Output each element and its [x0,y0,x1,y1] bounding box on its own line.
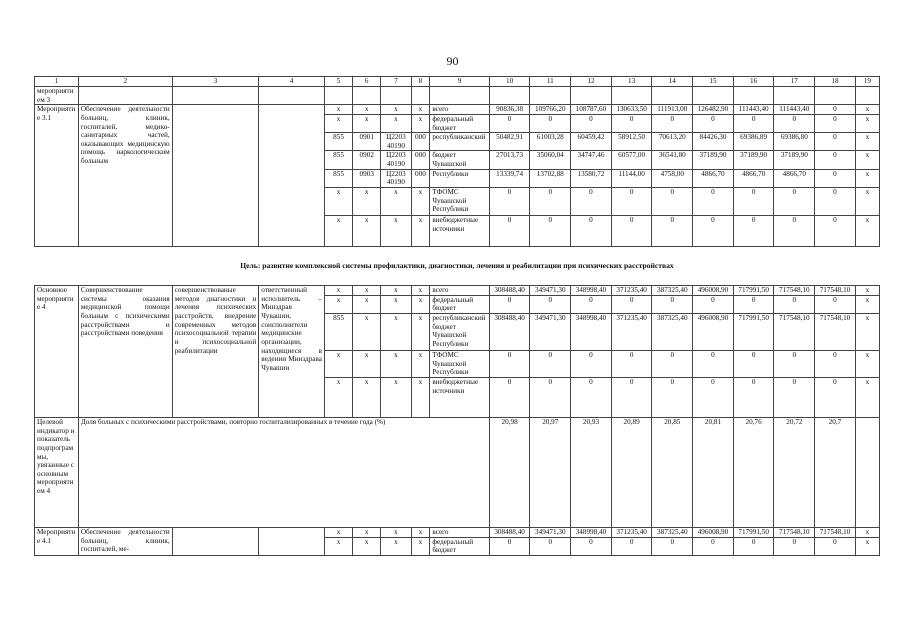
table-row [35,286,880,296]
funding-source: федеральный бюджет [430,114,489,132]
amount-cell: 0 [774,377,815,417]
amount-cell: 0 [652,216,693,247]
code-cell: x [411,114,430,132]
column-number: 10 [489,77,530,87]
amount-cell: 0 [611,295,652,313]
code-cell: x [353,286,381,296]
amount-cell: 371235,40 [611,313,652,350]
code-cell: x [411,286,430,296]
amount-cell: x [855,313,879,350]
code-cell: x [411,350,430,377]
amount-cell: 348998,40 [571,313,612,350]
column-number: 7 [381,77,411,87]
amount-cell: 0 [774,188,815,216]
indicator-value: 20,76 [733,417,774,527]
column-number: 9 [430,77,489,87]
code-cell: x [353,188,381,216]
amount-cell: x [855,169,879,187]
carry-over-row [35,87,880,105]
amount-cell: 0 [815,133,856,151]
funding-source: бюджет Чувашской [430,151,489,169]
amount-cell: 60459,42 [571,133,612,151]
code-cell: x [324,350,352,377]
code-cell: x [324,527,352,537]
amount-cell: 717991,50 [733,313,774,350]
amount-cell: x [855,286,879,296]
code-cell: Ц2203 40190 [381,169,411,187]
amount-cell: 0 [489,377,530,417]
amount-cell: 13339,74 [489,169,530,187]
amount-cell: 0 [489,295,530,313]
column-number: 15 [693,77,734,87]
amount-cell: 0 [693,350,734,377]
code-cell: x [411,216,430,247]
code-cell: x [353,295,381,313]
code-cell: 855 [324,133,352,151]
code-cell: x [411,537,430,555]
column-number: 1 [35,77,79,87]
funding-source: ТФОМС Чувашской Республики [430,188,489,216]
code-cell: x [353,313,381,350]
amount-cell: x [855,216,879,247]
amount-cell: x [855,350,879,377]
code-cell: x [324,188,352,216]
code-cell: x [324,105,352,115]
amount-cell: 0 [652,188,693,216]
column-number-row [35,77,880,87]
amount-cell: x [855,377,879,417]
column-number: 8 [411,77,430,87]
indicator-value: 20,98 [489,417,530,527]
code-cell: x [353,527,381,537]
amount-cell: 717991,50 [733,527,774,537]
program-table [34,76,880,556]
column-number: 11 [530,77,571,87]
amount-cell: 0 [693,216,734,247]
indicator-value: 20,81 [693,417,734,527]
funding-source: внебюджетные источники [430,377,489,417]
amount-cell: 0 [815,216,856,247]
amount-cell: 0 [489,350,530,377]
amount-cell: 0 [774,114,815,132]
amount-cell: 717548,10 [815,313,856,350]
code-cell: x [353,377,381,417]
amount-cell: 27013,73 [489,151,530,169]
column-number: 16 [733,77,774,87]
amount-cell: 0 [815,537,856,555]
amount-cell: 0 [530,295,571,313]
amount-cell: 90836,38 [489,105,530,115]
amount-cell: x [855,114,879,132]
code-cell: x [324,377,352,417]
amount-cell: x [855,151,879,169]
code-cell: x [381,188,411,216]
amount-cell: 0 [530,114,571,132]
amount-cell: 0 [733,537,774,555]
code-cell: 0902 [353,151,381,169]
amount-cell: 130633,50 [611,105,652,115]
amount-cell: 0 [611,114,652,132]
code-cell: x [381,286,411,296]
amount-cell: 0 [489,114,530,132]
amount-cell: 0 [774,350,815,377]
carry-over-label: мероприятием 3 [35,87,79,105]
goal-heading: Цель: развитие комплексной системы профилактики, диагностики, лечения и реабилитации при психических расстройствах [240,261,674,271]
funding-source: федеральный бюджет [430,295,489,313]
indicator-value: 20,93 [571,417,612,527]
amount-cell: 37189,90 [774,151,815,169]
amount-cell: 717548,10 [774,527,815,537]
amount-cell: 0 [489,537,530,555]
amount-cell: 4866,70 [693,169,734,187]
amount-cell: x [855,188,879,216]
amount-cell: x [855,537,879,555]
amount-cell: 0 [693,188,734,216]
measure-description: Совершенствование системы оказания медицинской помощи больным с психическими расстройствами и расстройствами поведения [78,286,172,418]
amount-cell: 717548,10 [815,527,856,537]
code-cell: x [324,114,352,132]
funding-source: всего [430,527,489,537]
amount-cell: 348998,40 [571,286,612,296]
amount-cell: 0 [815,377,856,417]
code-cell: x [411,295,430,313]
amount-cell: 0 [733,295,774,313]
amount-cell: 0 [571,188,612,216]
amount-cell: 0 [815,105,856,115]
amount-cell: 0 [774,537,815,555]
amount-cell: 0 [530,188,571,216]
measure-label: Мероприятие 3.1 [35,105,79,247]
column-number: 3 [172,77,259,87]
amount-cell: 0 [693,114,734,132]
code-cell: 000 [411,169,430,187]
amount-cell: 496008,90 [693,527,734,537]
amount-cell: x [855,105,879,115]
amount-cell: 0 [530,350,571,377]
amount-cell: 717991,50 [733,286,774,296]
amount-cell: 349471,30 [530,313,571,350]
amount-cell: 0 [530,216,571,247]
amount-cell: 0 [611,188,652,216]
funding-source: республиканский [430,133,489,151]
amount-cell: 0 [611,537,652,555]
expected-results: совершенствованые методов диагностики и лечения психических расстройств, внедрение современных методов психосоциальной терапии и психосоциальной реабилитации [172,286,259,418]
code-cell: x [411,188,430,216]
code-cell: x [324,216,352,247]
amount-cell: 4758,00 [652,169,693,187]
amount-cell: 371235,40 [611,527,652,537]
amount-cell: 0 [652,537,693,555]
amount-cell: 37189,90 [733,151,774,169]
amount-cell: 60577,00 [611,151,652,169]
amount-cell: 0 [733,377,774,417]
funding-source: республиканский бюджет Чувашской Республики [430,313,489,350]
code-cell: 855 [324,151,352,169]
funding-source: Республики [430,169,489,187]
measure-description: Обеспечение деятельности больниц, клиник, госпиталей, медико-санитарных частей, оказывающих медицинскую помощь наркологическим больным [78,105,172,247]
amount-cell: 348998,40 [571,527,612,537]
amount-cell: 0 [815,188,856,216]
code-cell: 855 [324,169,352,187]
amount-cell: 0 [733,350,774,377]
amount-cell: 70613,20 [652,133,693,151]
amount-cell: 0 [530,537,571,555]
code-cell: x [381,295,411,313]
code-cell: x [353,114,381,132]
amount-cell: 0 [611,350,652,377]
measure-empty-cell [259,527,325,555]
amount-cell: 0 [571,377,612,417]
amount-cell: 69386,80 [774,133,815,151]
table-row [35,105,880,115]
code-cell: x [381,527,411,537]
code-cell: x [324,286,352,296]
code-cell: x [381,377,411,417]
amount-cell: 37189,90 [693,151,734,169]
amount-cell: 0 [693,537,734,555]
column-number: 5 [324,77,352,87]
amount-cell: 36541,80 [652,151,693,169]
amount-cell: 84426,30 [693,133,734,151]
measure-empty-cell [259,105,325,247]
amount-cell: 0 [815,169,856,187]
code-cell: x [381,313,411,350]
amount-cell: 0 [571,114,612,132]
column-number: 18 [815,77,856,87]
indicator-value: 20,7 [815,417,856,527]
amount-cell: 4866,70 [733,169,774,187]
funding-source: внебюджетные источники [430,216,489,247]
amount-cell: 111443,40 [774,105,815,115]
amount-cell: 387325,40 [652,286,693,296]
amount-cell: 0 [693,377,734,417]
column-number: 14 [652,77,693,87]
code-cell: x [324,537,352,555]
code-cell: x [411,527,430,537]
amount-cell: 0 [733,216,774,247]
amount-cell: 126482,90 [693,105,734,115]
code-cell: Ц2203 40190 [381,151,411,169]
code-cell: x [353,105,381,115]
funding-source: ТФОМС Чувашской Республики [430,350,489,377]
code-cell: 0901 [353,133,381,151]
amount-cell: 308488,40 [489,527,530,537]
indicator-description: Доля больных с психическими расстройствами, повторно госпитализированных в течение года (%) [78,417,489,527]
amount-cell: 387325,40 [652,313,693,350]
indicator-value: 20,72 [774,417,815,527]
amount-cell: 717548,10 [815,286,856,296]
amount-cell: 308488,40 [489,313,530,350]
amount-cell: 0 [571,350,612,377]
funding-source: всего [430,105,489,115]
amount-cell: 387325,40 [652,527,693,537]
table-row [35,527,880,537]
code-cell: x [353,537,381,555]
amount-cell: 0 [489,216,530,247]
measure-empty-cell [172,527,259,555]
column-number: 17 [774,77,815,87]
amount-cell: 13702,88 [530,169,571,187]
amount-cell: 111443,40 [733,105,774,115]
page-number: 90 [446,54,459,68]
code-cell: x [381,105,411,115]
funding-source: федеральный бюджет [430,537,489,555]
amount-cell: 58912,50 [611,133,652,151]
amount-cell: 496008,90 [693,313,734,350]
amount-cell: 349471,30 [530,527,571,537]
amount-cell: 109766,20 [530,105,571,115]
amount-cell: 371235,40 [611,286,652,296]
code-cell: x [353,216,381,247]
amount-cell: 0 [652,295,693,313]
amount-cell: 35060,04 [530,151,571,169]
column-number: 12 [571,77,612,87]
amount-cell: 0 [733,188,774,216]
measure-empty-cell [172,105,259,247]
indicator-label: Целевой индикатор и показатель подпрограммы, увязанные с основным мероприятием 4 [35,417,79,527]
amount-cell: 0 [530,377,571,417]
amount-cell: 0 [815,114,856,132]
amount-cell: 61003,28 [530,133,571,151]
measure-label: Основное мероприятие 4 [35,286,79,418]
amount-cell: 0 [652,377,693,417]
code-cell: x [411,377,430,417]
code-cell: 000 [411,133,430,151]
executor: ответственный исполнитель – Минздрав Чувашии, соисполнители медицинские организации, находящиеся в ведении Минздрава Чувашии [259,286,325,418]
amount-cell: 349471,30 [530,286,571,296]
amount-cell: 0 [774,295,815,313]
amount-cell: 0 [489,188,530,216]
indicator-row [35,417,880,527]
code-cell: 000 [411,151,430,169]
amount-cell: 308488,40 [489,286,530,296]
amount-cell: x [855,295,879,313]
column-number: 6 [353,77,381,87]
code-cell: x [353,350,381,377]
amount-cell: 0 [815,151,856,169]
indicator-value: 20,85 [652,417,693,527]
amount-cell: 108787,60 [571,105,612,115]
amount-cell: 0 [611,377,652,417]
amount-cell: 0 [652,350,693,377]
amount-cell: 717548,10 [774,286,815,296]
column-number: 19 [855,77,879,87]
amount-cell: 0 [733,114,774,132]
amount-cell: 0 [774,216,815,247]
amount-cell: 0 [815,295,856,313]
amount-cell: 0 [611,216,652,247]
code-cell: x [381,114,411,132]
funding-source: всего [430,286,489,296]
amount-cell: 717548,10 [774,313,815,350]
amount-cell: 0 [571,295,612,313]
code-cell: 855 [324,313,352,350]
amount-cell: 50482,91 [489,133,530,151]
code-cell: x [381,350,411,377]
amount-cell: 0 [815,350,856,377]
amount-cell: 111913,00 [652,105,693,115]
amount-cell: 0 [693,295,734,313]
code-cell: Ц2203 40190 [381,133,411,151]
amount-cell: 496008,90 [693,286,734,296]
amount-cell: 4866,70 [774,169,815,187]
code-cell: x [411,105,430,115]
indicator-empty-cell [855,417,879,527]
code-cell: x [381,537,411,555]
amount-cell: 0 [571,537,612,555]
indicator-value: 20,89 [611,417,652,527]
amount-cell: 0 [571,216,612,247]
amount-cell: x [855,527,879,537]
amount-cell: x [855,133,879,151]
amount-cell: 13580,72 [571,169,612,187]
amount-cell: 0 [652,114,693,132]
column-number: 4 [259,77,325,87]
amount-cell: 34747,46 [571,151,612,169]
code-cell: x [324,295,352,313]
measure-description: Обеспечение деятельности больниц, клиник, госпиталей, ме- [78,527,172,555]
column-number: 13 [611,77,652,87]
amount-cell: 11144,00 [611,169,652,187]
code-cell: 0903 [353,169,381,187]
code-cell: x [381,216,411,247]
amount-cell: 69386,89 [733,133,774,151]
measure-label: Мероприятие 4.1 [35,527,79,555]
column-number: 2 [78,77,172,87]
indicator-value: 20,97 [530,417,571,527]
code-cell: x [411,313,430,350]
